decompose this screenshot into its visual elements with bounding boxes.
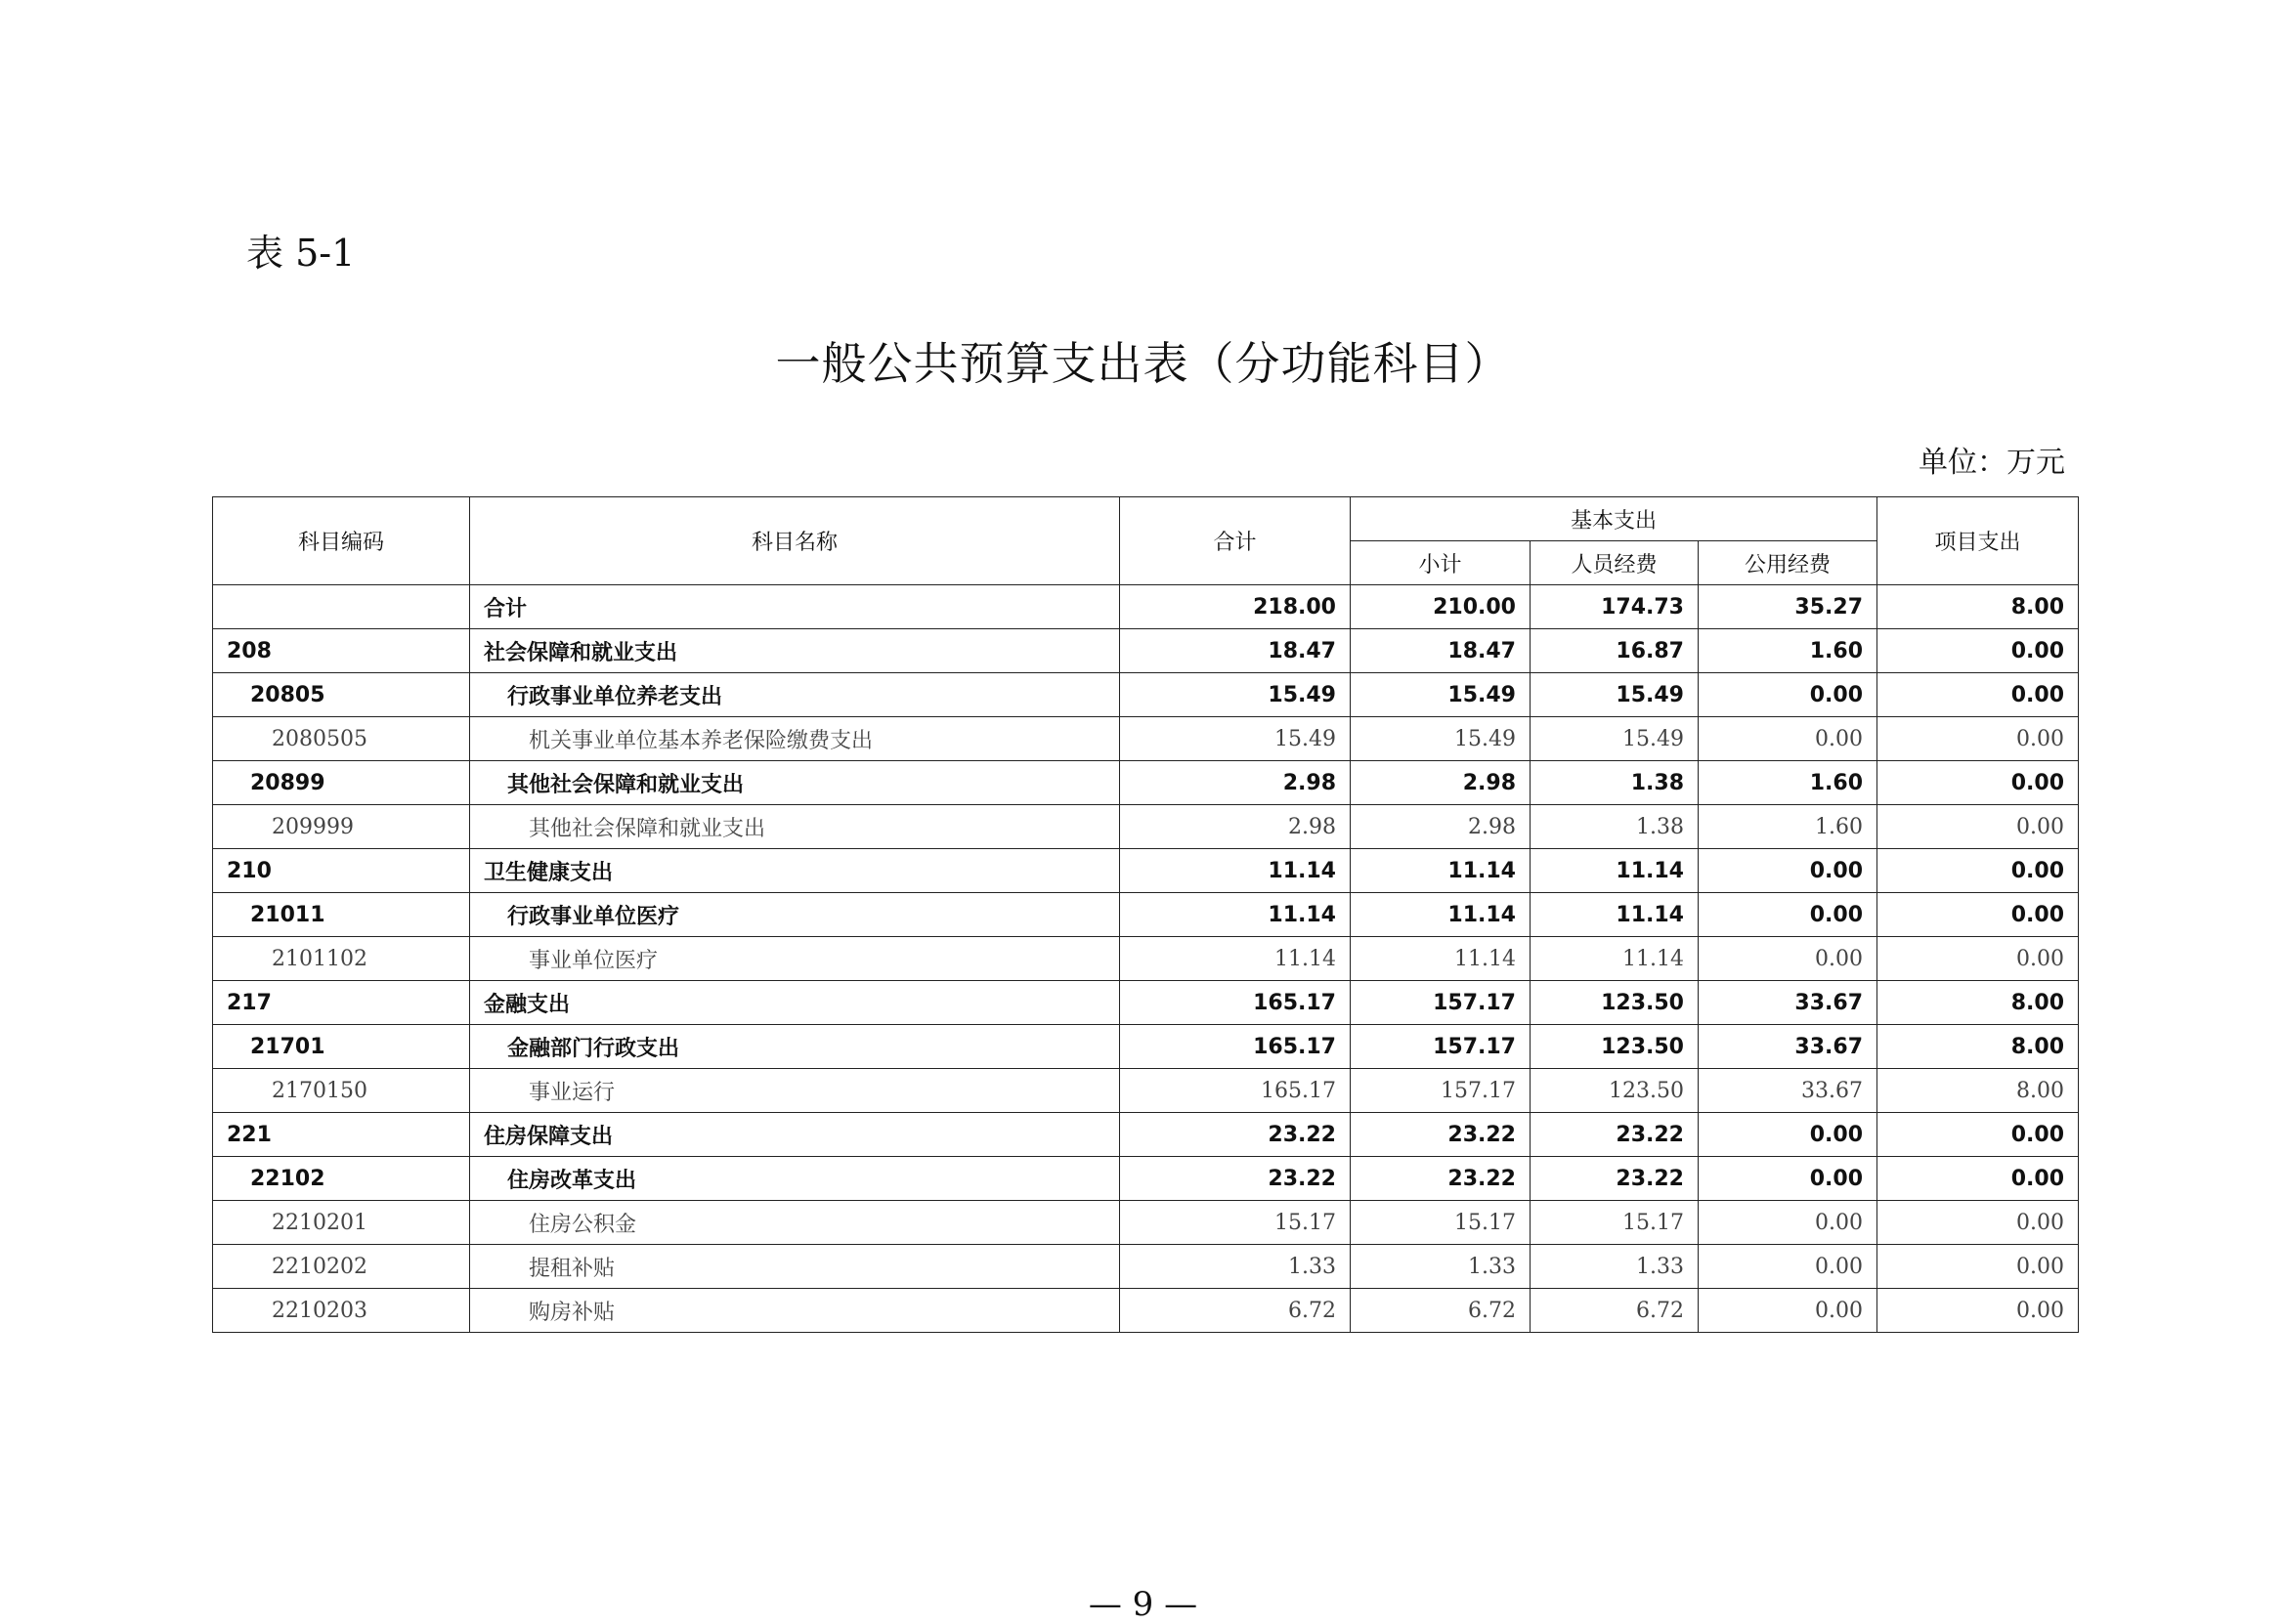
row-personnel: 1.38 [1531, 761, 1699, 805]
header-name: 科目名称 [470, 497, 1120, 585]
row-total: 165.17 [1120, 1069, 1351, 1113]
row-total: 6.72 [1120, 1289, 1351, 1333]
row-total: 11.14 [1120, 937, 1351, 981]
row-subtotal: 11.14 [1351, 937, 1531, 981]
table-header [213, 497, 2079, 585]
row-code: 21011 [213, 893, 470, 937]
row-subtotal: 1.33 [1351, 1245, 1531, 1289]
row-subtotal: 15.49 [1351, 717, 1531, 761]
row-name: 卫生健康支出 [470, 849, 1120, 893]
row-total: 165.17 [1120, 1025, 1351, 1069]
row-personnel: 1.33 [1531, 1245, 1699, 1289]
row-code: 22102 [213, 1157, 470, 1201]
row-personnel: 123.50 [1531, 1025, 1699, 1069]
row-subtotal: 11.14 [1351, 893, 1531, 937]
row-total: 218.00 [1120, 585, 1351, 629]
row-project: 0.00 [1877, 1201, 2079, 1245]
table-label: 表 5-1 [246, 232, 356, 275]
row-personnel: 16.87 [1531, 629, 1699, 673]
row-name: 行政事业单位医疗 [470, 893, 1120, 937]
row-name: 住房保障支出 [470, 1113, 1120, 1157]
row-project: 0.00 [1877, 849, 2079, 893]
table-row [213, 1025, 2079, 1069]
row-total: 15.49 [1120, 673, 1351, 717]
row-subtotal: 157.17 [1351, 1069, 1531, 1113]
header-basic: 基本支出 [1351, 497, 1877, 541]
row-project: 0.00 [1877, 805, 2079, 849]
row-code [213, 585, 470, 629]
row-personnel: 15.49 [1531, 673, 1699, 717]
row-personnel: 6.72 [1531, 1289, 1699, 1333]
row-name: 事业单位医疗 [470, 937, 1120, 981]
row-name: 机关事业单位基本养老保险缴费支出 [470, 717, 1120, 761]
row-subtotal: 2.98 [1351, 761, 1531, 805]
row-public: 0.00 [1699, 937, 1877, 981]
row-code: 2080505 [213, 717, 470, 761]
row-public: 0.00 [1699, 1289, 1877, 1333]
row-total: 1.33 [1120, 1245, 1351, 1289]
row-personnel: 174.73 [1531, 585, 1699, 629]
row-total: 15.17 [1120, 1201, 1351, 1245]
row-public: 0.00 [1699, 1113, 1877, 1157]
row-code: 2210201 [213, 1201, 470, 1245]
row-code: 2101102 [213, 937, 470, 981]
table-row [213, 1113, 2079, 1157]
row-public: 1.60 [1699, 805, 1877, 849]
row-project: 0.00 [1877, 893, 2079, 937]
table-row [213, 1157, 2079, 1201]
header-public: 公用经费 [1699, 541, 1877, 585]
header-personnel: 人员经费 [1531, 541, 1699, 585]
header-project: 项目支出 [1877, 497, 2079, 585]
row-personnel: 1.38 [1531, 805, 1699, 849]
row-subtotal: 23.22 [1351, 1157, 1531, 1201]
row-personnel: 15.49 [1531, 717, 1699, 761]
row-public: 0.00 [1699, 1245, 1877, 1289]
row-subtotal: 15.49 [1351, 673, 1531, 717]
row-subtotal: 15.17 [1351, 1201, 1531, 1245]
row-public: 0.00 [1699, 673, 1877, 717]
row-total: 11.14 [1120, 893, 1351, 937]
row-name: 金融部门行政支出 [470, 1025, 1120, 1069]
row-project: 0.00 [1877, 1157, 2079, 1201]
row-public: 0.00 [1699, 849, 1877, 893]
row-name: 事业运行 [470, 1069, 1120, 1113]
header-code: 科目编码 [213, 497, 470, 585]
row-total: 2.98 [1120, 761, 1351, 805]
row-code: 2170150 [213, 1069, 470, 1113]
row-project: 8.00 [1877, 1025, 2079, 1069]
row-public: 0.00 [1699, 893, 1877, 937]
row-project: 0.00 [1877, 1245, 2079, 1289]
row-total: 18.47 [1120, 629, 1351, 673]
table-row [213, 981, 2079, 1025]
table-row [213, 849, 2079, 893]
table-row [213, 673, 2079, 717]
row-personnel: 11.14 [1531, 937, 1699, 981]
row-public: 33.67 [1699, 1025, 1877, 1069]
row-public: 33.67 [1699, 1069, 1877, 1113]
row-name: 合计 [470, 585, 1120, 629]
row-project: 0.00 [1877, 761, 2079, 805]
row-public: 33.67 [1699, 981, 1877, 1025]
row-name: 金融支出 [470, 981, 1120, 1025]
unit-label: 单位：万元 [1919, 446, 2065, 480]
row-total: 165.17 [1120, 981, 1351, 1025]
row-name: 其他社会保障和就业支出 [470, 761, 1120, 805]
document-title: 一般公共预算支出表（分功能科目） [775, 337, 1511, 390]
table-row [213, 629, 2079, 673]
row-personnel: 11.14 [1531, 893, 1699, 937]
table-row [213, 761, 2079, 805]
row-total: 15.49 [1120, 717, 1351, 761]
table-row [213, 893, 2079, 937]
row-project: 0.00 [1877, 937, 2079, 981]
row-project: 0.00 [1877, 629, 2079, 673]
row-project: 0.00 [1877, 1113, 2079, 1157]
row-public: 1.60 [1699, 761, 1877, 805]
row-code: 221 [213, 1113, 470, 1157]
row-name: 社会保障和就业支出 [470, 629, 1120, 673]
row-public: 0.00 [1699, 1157, 1877, 1201]
table-row [213, 1069, 2079, 1113]
row-code: 210 [213, 849, 470, 893]
row-code: 217 [213, 981, 470, 1025]
row-name: 购房补贴 [470, 1289, 1120, 1333]
row-subtotal: 2.98 [1351, 805, 1531, 849]
header-subtotal: 小计 [1351, 541, 1531, 585]
row-subtotal: 23.22 [1351, 1113, 1531, 1157]
row-code: 20805 [213, 673, 470, 717]
row-public: 0.00 [1699, 717, 1877, 761]
row-personnel: 15.17 [1531, 1201, 1699, 1245]
row-project: 0.00 [1877, 673, 2079, 717]
table-row [213, 717, 2079, 761]
budget-table [212, 496, 2079, 1333]
row-project: 8.00 [1877, 1069, 2079, 1113]
row-subtotal: 157.17 [1351, 1025, 1531, 1069]
row-personnel: 11.14 [1531, 849, 1699, 893]
header-total: 合计 [1120, 497, 1351, 585]
table-row [213, 1245, 2079, 1289]
row-total: 11.14 [1120, 849, 1351, 893]
row-project: 8.00 [1877, 585, 2079, 629]
row-code: 208 [213, 629, 470, 673]
row-project: 8.00 [1877, 981, 2079, 1025]
table-row [213, 1289, 2079, 1333]
row-subtotal: 210.00 [1351, 585, 1531, 629]
row-personnel: 23.22 [1531, 1157, 1699, 1201]
row-subtotal: 157.17 [1351, 981, 1531, 1025]
row-name: 其他社会保障和就业支出 [470, 805, 1120, 849]
row-total: 23.22 [1120, 1157, 1351, 1201]
table-row [213, 805, 2079, 849]
row-project: 0.00 [1877, 1289, 2079, 1333]
row-personnel: 123.50 [1531, 981, 1699, 1025]
page-number: — 9 — [1088, 1585, 1198, 1624]
table-body [213, 585, 2079, 1333]
row-project: 0.00 [1877, 717, 2079, 761]
row-total: 2.98 [1120, 805, 1351, 849]
table-row [213, 1201, 2079, 1245]
table-row [213, 585, 2079, 629]
row-subtotal: 18.47 [1351, 629, 1531, 673]
row-personnel: 23.22 [1531, 1113, 1699, 1157]
row-name: 住房公积金 [470, 1201, 1120, 1245]
row-name: 提租补贴 [470, 1245, 1120, 1289]
row-code: 20899 [213, 761, 470, 805]
row-code: 2210203 [213, 1289, 470, 1333]
row-code: 2210202 [213, 1245, 470, 1289]
row-public: 35.27 [1699, 585, 1877, 629]
row-subtotal: 6.72 [1351, 1289, 1531, 1333]
table-row [213, 937, 2079, 981]
row-public: 1.60 [1699, 629, 1877, 673]
row-code: 209999 [213, 805, 470, 849]
row-total: 23.22 [1120, 1113, 1351, 1157]
row-subtotal: 11.14 [1351, 849, 1531, 893]
row-name: 行政事业单位养老支出 [470, 673, 1120, 717]
row-code: 21701 [213, 1025, 470, 1069]
row-personnel: 123.50 [1531, 1069, 1699, 1113]
row-name: 住房改革支出 [470, 1157, 1120, 1201]
row-public: 0.00 [1699, 1201, 1877, 1245]
